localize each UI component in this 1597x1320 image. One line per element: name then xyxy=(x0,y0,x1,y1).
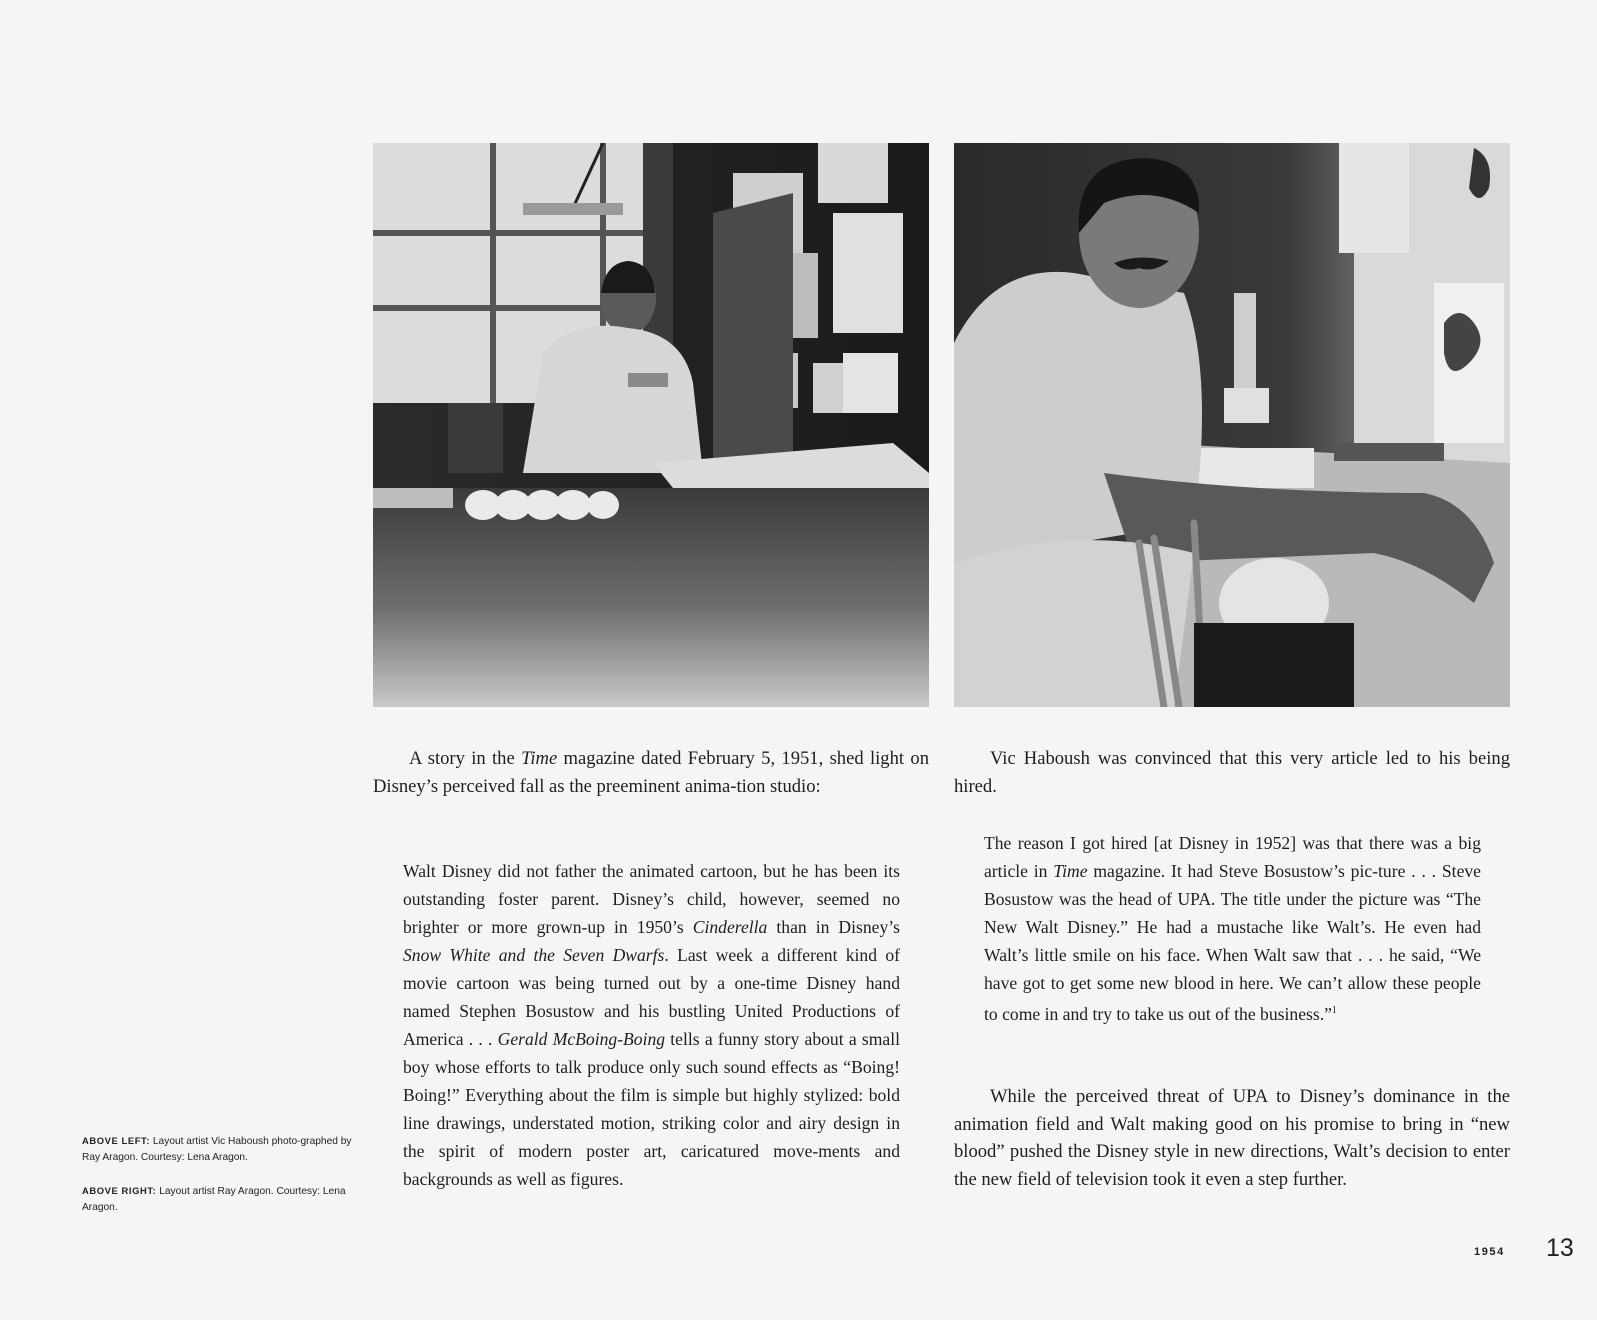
photo-right-image xyxy=(954,143,1510,707)
right-intro-paragraph xyxy=(954,745,1510,800)
caption-text: Layout artist Ray Aragon. Courtesy: Lena Aragon. xyxy=(82,1186,346,1213)
text-run: . Last week a different kind of movie cartoon was being turned out by a one-time Disney hand named Stephen Bosustow and his bustling United Productions of America . . . xyxy=(403,945,900,1049)
page-number: 13 xyxy=(1546,1234,1574,1262)
text-run: Walt Disney did not father the animated cartoon, but he has been its outstanding foster parent. Disney’s child, however, seemed no brighter or more grown-up in 1950’s xyxy=(403,861,900,937)
italic-title: Gerald McBoing-Boing xyxy=(497,1029,666,1049)
caption-label: ABOVE LEFT: xyxy=(82,1135,151,1146)
caption-text: Layout artist Vic Haboush photo-graphed by Ray Aragon. Courtesy: Lena Aragon. xyxy=(82,1136,352,1163)
text-run: tells a funny story about a small boy whose efforts to talk produce only such sound effects as “Boing! Boing!” Everything about the film is simple but highly stylized: bold line drawings, understated motion, striking color and airy design in the spirit of modern poster art, caricatured move-ments and backgrounds as well as figures. xyxy=(403,1029,900,1189)
text-run: Vic Haboush was convinced that this very article led to his being hired. xyxy=(954,748,1510,797)
haboush-quote xyxy=(984,829,1481,1028)
caption-above-left xyxy=(82,1133,352,1166)
text-run: A story in the xyxy=(409,748,522,769)
right-closing-paragraph xyxy=(954,1083,1510,1193)
time-magazine-quote xyxy=(403,857,900,1193)
caption-label: ABOVE RIGHT: xyxy=(82,1185,157,1196)
italic-title: Snow White and the Seven Dwarfs xyxy=(403,945,665,965)
left-intro-paragraph xyxy=(373,745,929,800)
text-run: While the perceived threat of UPA to Disney’s dominance in the animation field and Walt making good on his promise to bring in “new blood” pushed the Disney style in new directions, Walt’s decision to enter the new field of television took it even a step further. xyxy=(954,1086,1510,1190)
italic-title: Time xyxy=(1053,861,1088,881)
photo-left-image xyxy=(373,143,929,707)
italic-title: Time xyxy=(521,748,558,769)
footnote-marker: 1 xyxy=(1331,1005,1337,1016)
folio-year: 1954 xyxy=(1474,1246,1505,1258)
text-run: magazine. It had Steve Bosustow’s pic-ture . . . Steve Bosustow was the head of UPA. The title under the picture was “The New Walt Disney.” He had a mustache like Walt’s. He even had Walt’s little smile on his face. When Walt saw that . . . he said, “We have got to get some new blood in here. We can’t allow these people to come in and try to take us out of the business.” xyxy=(984,861,1481,1024)
text-run: The reason I got hired [at Disney in 1952] was that there was a big article in xyxy=(984,833,1481,881)
photo-ray-aragon xyxy=(954,143,1510,707)
text-run: magazine dated February 5, 1951, shed light on Disney’s perceived fall as the preeminent anima-tion studio: xyxy=(373,748,929,797)
photo-vic-haboush xyxy=(373,143,929,707)
caption-above-right xyxy=(82,1183,352,1216)
italic-title: Cinderella xyxy=(692,917,768,937)
text-run: than in Disney’s xyxy=(767,917,901,937)
